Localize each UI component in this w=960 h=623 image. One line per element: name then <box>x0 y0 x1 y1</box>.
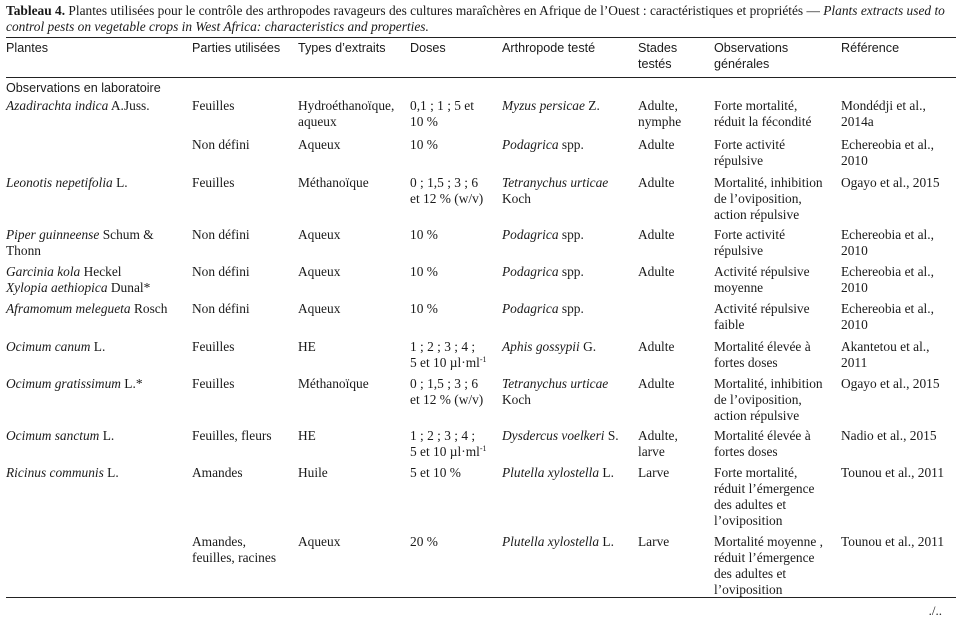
arthropod-italic: Tetranychus urticae <box>502 376 609 391</box>
parts-used <box>192 175 296 191</box>
dose-line: 5 et 10 $\mu l\cdot ml^{-1}$ <box>410 355 487 370</box>
plant-name-italic: Garcinia kola <box>6 264 81 279</box>
plant-name-line <box>6 227 190 243</box>
plant-name-author: L.* <box>120 376 143 391</box>
arthropod-author: G. <box>579 339 597 354</box>
observations-line: de l’oviposition, <box>714 191 802 206</box>
arthropod <box>502 227 636 243</box>
arthropod-line <box>502 264 636 280</box>
column-header: Plantes <box>6 41 49 55</box>
observations <box>714 98 840 130</box>
observations-line: Activité répulsive <box>714 264 810 279</box>
reference <box>841 98 957 130</box>
column-header-line: Stades <box>638 41 678 55</box>
observations <box>714 534 840 598</box>
plant-name-line <box>6 376 190 392</box>
parts-used <box>192 264 296 280</box>
stages-tested-line: Adulte <box>638 339 675 354</box>
observations-line: action répulsive <box>714 207 800 222</box>
dose <box>410 175 500 207</box>
arthropod-author: Koch <box>502 392 532 407</box>
dose <box>410 98 500 130</box>
observations-line: Forte activité <box>714 137 786 152</box>
reference <box>841 534 957 550</box>
plant-name-italic: Ocimum canum <box>6 339 91 354</box>
arthropod-line <box>502 534 636 550</box>
arthropod-italic: Tetranychus urticae <box>502 175 609 190</box>
dose <box>410 264 500 280</box>
plant-name-line <box>6 264 190 280</box>
observations-line: Forte mortalité, <box>714 465 798 480</box>
observations-line: Forte mortalité, <box>714 98 798 113</box>
arthropod-italic: Myzus persicae <box>502 98 585 113</box>
dose <box>410 227 500 243</box>
observations <box>714 376 840 424</box>
arthropod <box>502 428 636 444</box>
reference-line: Echereobia et al., <box>841 264 934 279</box>
observations-line: moyenne <box>714 280 764 295</box>
continuation-mark: ./.. <box>928 603 942 618</box>
observations-line: Mortalité, inhibition <box>714 376 823 391</box>
observations-line: fortes doses <box>714 355 778 370</box>
observations-line: de l’oviposition, <box>714 392 802 407</box>
column-header: Arthropode testé <box>502 41 596 55</box>
observations <box>714 137 840 169</box>
column-header <box>714 40 840 72</box>
plant-name-author: Heckel <box>80 264 122 279</box>
section-label: Observations en laboratoire <box>6 81 161 95</box>
dose <box>410 428 500 460</box>
observations-line: Forte activité <box>714 227 786 242</box>
arthropod <box>502 264 636 280</box>
reference-line: 2010 <box>841 280 868 295</box>
observations-line: répulsive <box>714 153 764 168</box>
arthropod <box>502 98 636 114</box>
stages-tested-line: Adulte <box>638 376 675 391</box>
plant-name-italic: Ocimum gratissimum <box>6 376 121 391</box>
plant-name-author: Rosch <box>130 301 168 316</box>
dose-line: 10 % <box>410 264 438 279</box>
extract-type-line: Huile <box>298 465 328 480</box>
stages-tested-line: larve <box>638 444 665 459</box>
observations-line: faible <box>714 317 745 332</box>
plant-name-italic: Azadirachta indica <box>6 98 109 113</box>
arthropod <box>502 175 636 207</box>
arthropod-line <box>502 376 636 392</box>
dose-line: et 12 % (w/v) <box>410 392 484 407</box>
arthropod-line <box>502 227 636 243</box>
observations-line: répulsive <box>714 243 764 258</box>
stages-tested-line: Adulte, <box>638 428 678 443</box>
reference-line: Nadio et al., 2015 <box>841 428 937 443</box>
plant-name-author: L. <box>99 428 115 443</box>
top-rule <box>6 37 956 38</box>
extract-type <box>298 339 408 355</box>
arthropod-italic: Plutella xylostella <box>502 534 600 549</box>
dose-line: 0 ; 1,5 ; 3 ; 6 <box>410 175 479 190</box>
arthropod-line <box>502 175 636 191</box>
parts-used <box>192 227 296 243</box>
plant-name <box>6 175 190 191</box>
extract-type <box>298 227 408 243</box>
plant-name-line <box>6 280 190 296</box>
arthropod-italic: Podagrica <box>502 301 559 316</box>
reference-line: Tounou et al., 2011 <box>841 465 945 480</box>
plant-name-line <box>6 175 190 191</box>
reference <box>841 264 957 296</box>
extract-type-line: Aqueux <box>298 301 341 316</box>
reference-line: 2011 <box>841 355 868 370</box>
plant-name <box>6 339 190 355</box>
plant-name <box>6 428 190 444</box>
reference <box>841 175 957 191</box>
arthropod-italic: Podagrica <box>502 227 559 242</box>
dose <box>410 137 500 153</box>
dose <box>410 339 500 371</box>
plant-name-author: Schum & <box>99 227 154 242</box>
extract-type-line: Méthanoïque <box>298 175 369 190</box>
plant-name-line <box>6 428 190 444</box>
observations-line: des adultes et <box>714 566 787 581</box>
plant-name <box>6 227 190 259</box>
plant-name-author: A.Juss. <box>108 98 150 113</box>
dose-exponent: -1 <box>479 355 487 364</box>
dose-line: 1 ; 2 ; 3 ; 4 ; <box>410 428 476 443</box>
parts-used-line: Feuilles <box>192 376 235 391</box>
parts-used-line: Non défini <box>192 301 250 316</box>
stages-tested <box>638 465 712 481</box>
dose <box>410 465 500 481</box>
parts-used <box>192 301 296 317</box>
dose-line: 10 % <box>410 301 438 316</box>
observations-line: réduit la fécondité <box>714 114 812 129</box>
extract-type-line: Hydroéthanoïque, <box>298 98 395 113</box>
plant-name <box>6 98 190 114</box>
reference-line: Echereobia et al., <box>841 227 934 242</box>
reference <box>841 465 957 481</box>
reference-line: Echereobia et al., <box>841 137 934 152</box>
observations <box>714 227 840 259</box>
arthropod-line <box>502 98 636 114</box>
stages-tested <box>638 339 712 355</box>
observations <box>714 264 840 296</box>
observations <box>714 339 840 371</box>
extract-type <box>298 98 408 130</box>
parts-used <box>192 339 296 355</box>
caption-label: Tableau 4. <box>6 3 66 18</box>
extract-type <box>298 175 408 191</box>
dose-line: 10 % <box>410 227 438 242</box>
extract-type <box>298 376 408 392</box>
reference-line: Mondédji et al., <box>841 98 926 113</box>
column-header: Doses <box>410 41 446 55</box>
parts-used <box>192 428 296 444</box>
dose-line: 1 ; 2 ; 3 ; 4 ; <box>410 339 476 354</box>
caption-text-en: Plants extracts used to control pests on vegetable crops in West Africa: characteristics and properties. <box>6 3 945 34</box>
plant-name-author: L. <box>112 175 128 190</box>
reference-line: 2010 <box>841 243 868 258</box>
arthropod-line <box>502 428 636 444</box>
arthropod-author: spp. <box>558 264 584 279</box>
dose-line: et 12 % (w/v) <box>410 191 484 206</box>
parts-used <box>192 376 296 392</box>
plant-name-line <box>6 465 190 481</box>
reference <box>841 376 957 392</box>
observations <box>714 428 840 460</box>
parts-used-line: Feuilles <box>192 339 235 354</box>
extract-type <box>298 534 408 550</box>
arthropod-italic: Dysdercus voelkeri <box>502 428 605 443</box>
dose-line: 10 % <box>410 114 438 129</box>
dose-line: 0,1 ; 1 ; 5 et <box>410 98 474 113</box>
plant-name-italic: Piper guinneense <box>6 227 100 242</box>
arthropod-author: Z. <box>584 98 600 113</box>
observations-line: Mortalité moyenne , <box>714 534 823 549</box>
plant-name-line <box>6 301 190 317</box>
parts-used-line: Feuilles <box>192 98 235 113</box>
stages-tested <box>638 534 712 550</box>
parts-used-line: Feuilles <box>192 175 235 190</box>
extract-type <box>298 301 408 317</box>
parts-used <box>192 98 296 114</box>
plant-name-line <box>6 243 190 259</box>
dose-line: 10 % <box>410 137 438 152</box>
reference <box>841 137 957 169</box>
parts-used-line: Non défini <box>192 227 250 242</box>
parts-used <box>192 465 296 481</box>
observations-line: Mortalité élevée à <box>714 428 811 443</box>
stages-tested-line: Adulte, <box>638 98 678 113</box>
arthropod-author: spp. <box>558 137 584 152</box>
stages-tested-line: Adulte <box>638 264 675 279</box>
dose-line: 0 ; 1,5 ; 3 ; 6 <box>410 376 479 391</box>
column-header-line: générales <box>714 57 770 71</box>
observations-line: réduit l’émergence <box>714 481 815 496</box>
reference-line: Ogayo et al., 2015 <box>841 376 940 391</box>
reference-line: 2010 <box>841 153 868 168</box>
arthropod-author: S. <box>604 428 619 443</box>
stages-tested <box>638 137 712 153</box>
arthropod <box>502 137 636 153</box>
reference-line: 2010 <box>841 317 868 332</box>
column-header <box>638 40 712 72</box>
stages-tested <box>638 98 712 130</box>
plant-name <box>6 301 190 317</box>
extract-type <box>298 264 408 280</box>
parts-used-line: Non défini <box>192 137 250 152</box>
extract-type-line: Aqueux <box>298 534 341 549</box>
extract-type-line: aqueux <box>298 114 337 129</box>
plant-name <box>6 264 190 296</box>
reference-line: Ogayo et al., 2015 <box>841 175 940 190</box>
observations-line: action répulsive <box>714 408 800 423</box>
reference <box>841 339 957 371</box>
dose-line: 5 et 10 $\mu l\cdot ml^{-1}$ <box>410 444 487 459</box>
arthropod-author: spp. <box>558 301 584 316</box>
observations-line: Activité répulsive <box>714 301 810 316</box>
stages-tested <box>638 264 712 280</box>
observations <box>714 301 840 333</box>
stages-tested-line: Adulte <box>638 175 675 190</box>
stages-tested <box>638 376 712 392</box>
header-rule <box>6 77 956 78</box>
plant-name-author: L. <box>90 339 106 354</box>
reference <box>841 428 957 444</box>
arthropod-italic: Podagrica <box>502 264 559 279</box>
extract-type-line: Méthanoïque <box>298 376 369 391</box>
extract-type-line: Aqueux <box>298 137 341 152</box>
stages-tested <box>638 428 712 460</box>
parts-used-line: Non défini <box>192 264 250 279</box>
plant-name-line <box>6 98 190 114</box>
plant-name-italic: Xylopia aethiopica <box>6 280 108 295</box>
observations-line: l’oviposition <box>714 582 783 597</box>
extract-type <box>298 137 408 153</box>
arthropod-line <box>502 339 636 355</box>
parts-used-line: Amandes <box>192 465 243 480</box>
observations-line: fortes doses <box>714 444 778 459</box>
plant-name-italic: Leonotis nepetifolia <box>6 175 113 190</box>
observations-line: des adultes et <box>714 497 787 512</box>
dose <box>410 301 500 317</box>
arthropod-line <box>502 137 636 153</box>
column-header: Types d’extraits <box>298 41 386 55</box>
observations-line: l’oviposition <box>714 513 783 528</box>
stages-tested <box>638 175 712 191</box>
stages-tested-line: nymphe <box>638 114 682 129</box>
reference-line: Tounou et al., 2011 <box>841 534 945 549</box>
arthropod-author: spp. <box>558 227 584 242</box>
arthropod-author: Koch <box>502 191 532 206</box>
dose-line: 20 % <box>410 534 438 549</box>
stages-tested-line: Larve <box>638 465 670 480</box>
arthropod-line <box>502 191 636 207</box>
reference-line: Echereobia et al., <box>841 301 934 316</box>
arthropod-author: L. <box>599 534 614 549</box>
stages-tested-line: Adulte <box>638 227 675 242</box>
plant-name-line <box>6 339 190 355</box>
dose-exponent: -1 <box>479 444 487 453</box>
arthropod <box>502 376 636 408</box>
arthropod-line <box>502 301 636 317</box>
dose <box>410 534 500 550</box>
arthropod <box>502 534 636 550</box>
column-header-line: testés <box>638 57 672 71</box>
arthropod-italic: Plutella xylostella <box>502 465 600 480</box>
stages-tested-line: Adulte <box>638 137 675 152</box>
column-header-line: Observations <box>714 41 789 55</box>
plant-name-author: Thonn <box>6 243 41 258</box>
arthropod-italic: Podagrica <box>502 137 559 152</box>
observations-line: Mortalité élevée à <box>714 339 811 354</box>
parts-used <box>192 137 296 153</box>
extract-type-line: HE <box>298 428 316 443</box>
arthropod-line <box>502 392 636 408</box>
plant-name <box>6 376 190 392</box>
reference-line: Akantetou et al., <box>841 339 930 354</box>
arthropod-author: L. <box>599 465 614 480</box>
observations-line: réduit l’émergence <box>714 550 815 565</box>
parts-used-line: Feuilles, fleurs <box>192 428 272 443</box>
parts-used-line: Amandes, <box>192 534 246 549</box>
arthropod-italic: Aphis gossypii <box>502 339 580 354</box>
dose-line: 5 et 10 % <box>410 465 461 480</box>
extract-type-line: Aqueux <box>298 227 341 242</box>
parts-used-line: feuilles, racines <box>192 550 277 565</box>
arthropod <box>502 339 636 355</box>
stages-tested <box>638 227 712 243</box>
plant-name-author: L. <box>103 465 119 480</box>
column-header: Parties utilisées <box>192 41 281 55</box>
dose <box>410 376 500 408</box>
plant-name-italic: Aframomum melegueta <box>6 301 131 316</box>
reference <box>841 227 957 259</box>
parts-used <box>192 534 296 566</box>
plant-name-italic: Ocimum sanctum <box>6 428 100 443</box>
extract-type <box>298 428 408 444</box>
extract-type <box>298 465 408 481</box>
stages-tested-line: Larve <box>638 534 670 549</box>
observations <box>714 465 840 529</box>
extract-type-line: Aqueux <box>298 264 341 279</box>
caption-text-fr: Plantes utilisées pour le contrôle des arthropodes ravageurs des cultures maraîchères en Afrique de l’Ouest : caractéristiques et propriétés — <box>68 3 820 18</box>
reference-line: 2014a <box>841 114 874 129</box>
observations-line: Mortalité, inhibition <box>714 175 823 190</box>
reference <box>841 301 957 333</box>
plant-name <box>6 465 190 481</box>
extract-type-line: HE <box>298 339 316 354</box>
table-caption <box>6 3 956 35</box>
arthropod-line <box>502 465 636 481</box>
observations <box>714 175 840 223</box>
arthropod <box>502 465 636 481</box>
column-header: Référence <box>841 41 900 55</box>
plant-name-italic: Ricinus communis <box>6 465 104 480</box>
arthropod <box>502 301 636 317</box>
plant-name-author: Dunal* <box>107 280 151 295</box>
